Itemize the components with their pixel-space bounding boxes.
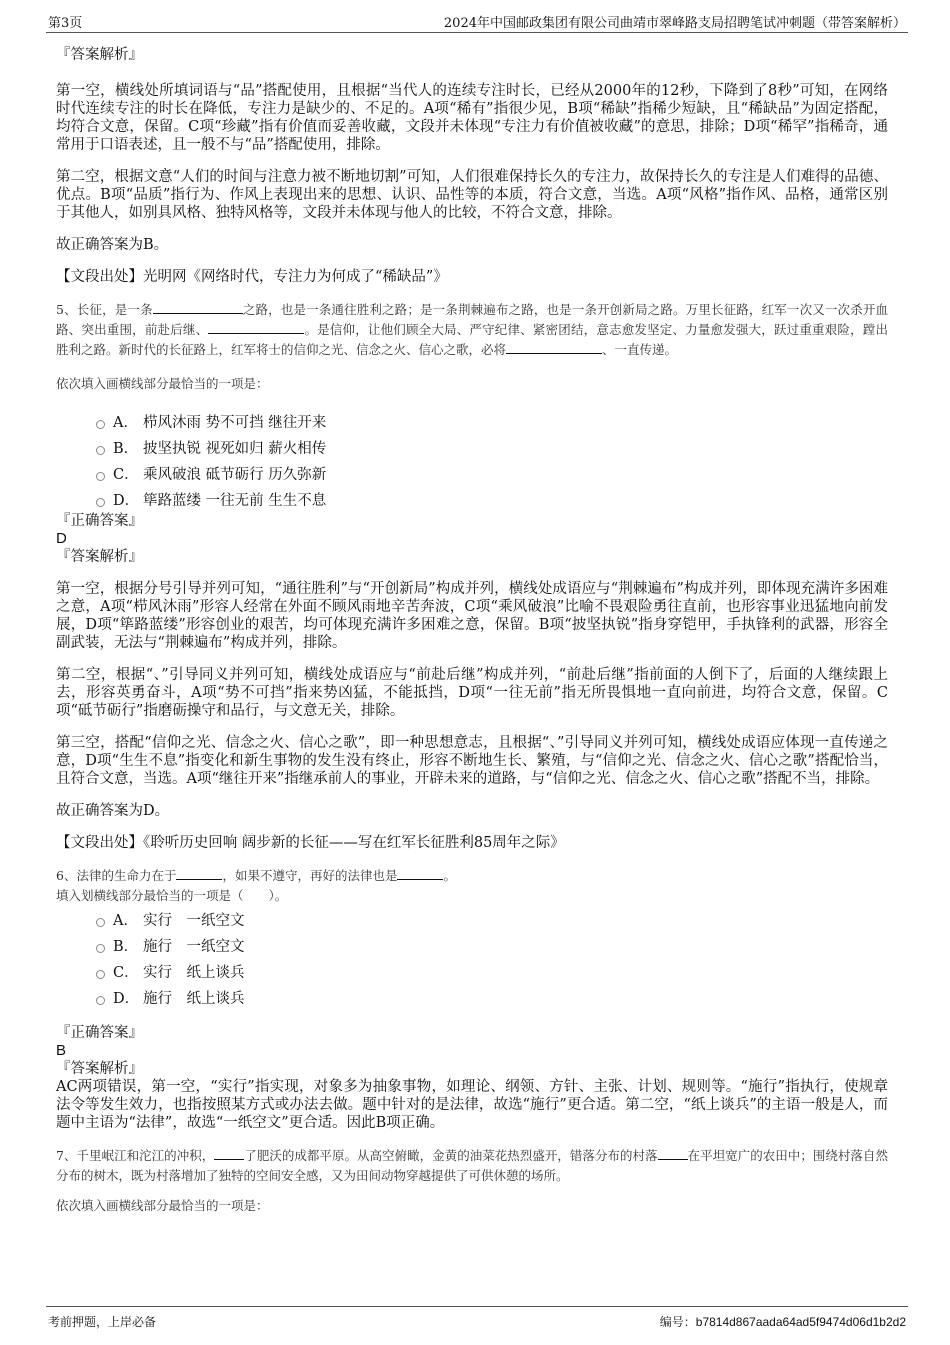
radio-icon[interactable] [96,420,105,429]
blank-2 [658,1147,688,1160]
radio-icon[interactable] [96,472,105,481]
q4-analysis-p2: 第二空，根据文意“人们的时间与注意力被不断地切割”可知，人们很难保持长久的专注力，故保持长久的专注是人们难得的品德、优点。B项“品质”指行为、作风上表现出来的思想、认识、品性等的本质，符合文意，当选。A项“风格”指作风、品格，通常区别于其他人，如别具风格、独特风格等，文段并未体现与他人的比较，不符合文意，排除。 [56,169,888,221]
option-b[interactable]: B． 施行 一纸空文 [96,932,888,958]
document-code: 编号：b7814d867aada64ad5f9474d06d1b2d2 [659,1315,906,1329]
q6-stem: 6、法律的生命力在于 ，如果不遵守，再好的法律也是 。 [56,868,456,883]
q4-analysis-p1: 第一空，横线处所填词语与“品”搭配使用，且根据“当代人的连续专注时长，已经从2000年的12秒，下降到了8秒”可知，在网络时代连续专注的时长在降低，专注力是缺少的、不足的。A项“稀有”指很少见，B项“稀缺”指稀少短缺，且“稀缺品”为固定搭配，均符合文意，保留。C项“珍藏”指有价值而妥善收藏，文段并未体现“专注力有价值被收藏”的意思，排除；D项“稀罕”指稀奇，通常用于口语表述，且一般不与“品”搭配使用，排除。 [56,83,888,153]
q5-analysis-label: 『答案解析』 [56,549,143,565]
radio-icon[interactable] [96,918,105,927]
option-c[interactable]: C． 乘风破浪 砥节砺行 历久弥新 [96,460,888,486]
radio-icon[interactable] [96,498,105,507]
q5-analysis-p3: 第三空，搭配“信仰之光、信念之火、信心之歌”，即一种思想意志，且根据“、”引导同义并列可知，横线处成语应体现一直传递之意，D项“生生不息”指变化和新生事物的发生没有终止，形容不断地生长、繁殖，与“信仰之光、信念之火、信心之歌”搭配恰当，且符合文意，当选。A项“继往开来”指继承前人的事业，开辟未来的道路，与“信仰之光、信念之火、信心之歌”搭配不当，排除。 [56,735,888,787]
blank-2 [397,867,443,880]
q5-options [96,408,888,512]
q7-stem: 7、千里岷江和沱江的冲积， 了肥沃的成都平原。从高空俯瞰，金黄的油菜花热烈盛开，错落分布的村落 在平坦宽广的农田中；围绕村落自然分布的树木，既为村落增加了独特的空间安全感，又为田间动物穿越提供了可供休憩的场所。 [56,1148,888,1183]
page-content [56,46,888,1216]
q5-source: 【文段出处】《聆听历史回响 阔步新的长征——写在红军长征胜利85周年之际》 [56,835,565,851]
q5-stem: 5、长征，是一条 之路，也是一条通往胜利之路；是一条荆棘遍布之路，也是一条开创新局之路。万里长征路，红军一次又一次杀开血路、突出重围，前赴后继、 。是信仰，让他们顾全大局、严守纪律、紧密团结，意志愈发坚定、力量愈发强大，跃过重重艰险，蹚出胜利之路。新时代的长征路上，红军将士的信仰之光、信念之火、信心之歌，必将 、一直传递。 [56,302,888,357]
q6-correct-answer: B [56,1042,67,1059]
blank-3 [506,341,602,354]
q5-prompt: 依次填入画横线部分最恰当的一项是： [56,376,269,391]
option-d[interactable]: D． 施行 纸上谈兵 [96,984,888,1010]
option-a[interactable]: A． 实行 一纸空文 [96,906,888,932]
blank-1 [176,867,222,880]
blank-1 [153,301,243,314]
q6-options [96,906,888,1010]
q4-analysis-label: 『答案解析』 [56,47,143,63]
page-number: 第3页 [48,16,83,31]
q6-prompt: 填入划横线部分最恰当的一项是（ ）。 [56,888,288,903]
q6-analysis-label: 『答案解析』 [56,1061,143,1077]
option-c[interactable]: C． 实行 纸上谈兵 [96,958,888,984]
q5-correct-answer: D [56,530,67,547]
document-title: 2024年中国邮政集团有限公司曲靖市翠峰路支局招聘笔试冲刺题（带答案解析） [443,16,906,31]
q5-correct-label: 『正确答案』 [56,513,143,529]
radio-icon[interactable] [96,996,105,1005]
option-b[interactable]: B． 披坚执锐 视死如归 薪火相传 [96,434,888,460]
q5-analysis-p1: 第一空，根据分号引导并列可知，“通往胜利”与“开创新局”构成并列，横线处成语应与“荆棘遍布”构成并列，即体现充满许多困难之意，A项“栉风沐雨”形容人经常在外面不顾风雨地辛苦奔波，C项“乘风破浪”比喻不畏艰险勇往直前，也形容事业迅猛地向前发展，D项“筚路蓝缕”形容创业的艰苦，均可体现充满许多困难之意，保留。B项“披坚执锐”指身穿铠甲，手执锋利的武器，形容全副武装，无法与“荆棘遍布”构成并列，排除。 [56,581,888,651]
q5-analysis-p2: 第二空，根据“、”引导同义并列可知，横线处成语应与“前赴后继”构成并列，“前赴后继”指前面的人倒下了，后面的人继续跟上去，形容英勇奋斗，A项“势不可挡”指来势凶猛，不能抵挡，D项“一往无前”指无所畏惧地一直向前进，均符合文意，保留。C项“砥节砺行”指磨砺操守和品行，与文意无关，排除。 [56,667,888,719]
blank-1 [214,1147,244,1160]
option-a[interactable]: A． 栉风沐雨 势不可挡 继往开来 [96,408,888,434]
footer-slogan: 考前押题，上岸必备 [48,1315,157,1329]
page-footer [46,1306,908,1331]
q4-conclusion: 故正确答案为B。 [56,237,169,253]
blank-2 [208,321,304,334]
q7-prompt: 依次填入画横线部分最恰当的一项是： [56,1198,269,1213]
page-header [46,10,908,33]
option-d[interactable]: D． 筚路蓝缕 一往无前 生生不息 [96,486,888,512]
q5-conclusion: 故正确答案为D。 [56,803,170,819]
q6-analysis-p1: AC两项错误，第一空，“实行”指实现，对象多为抽象事物，如理论、纲领、方针、主张、计划、规则等。“施行”指执行，使规章法令等发生效力，也指按照某方式或办法去做。题中针对的是法律，故选“施行”更合适。第二空，“纸上谈兵”的主语一般是人，而题中主语为“法律”，故选“一纸空文”更合适。因此B项正确。 [56,1079,888,1131]
radio-icon[interactable] [96,446,105,455]
q6-correct-label: 『正确答案』 [56,1025,143,1041]
radio-icon[interactable] [96,970,105,979]
radio-icon[interactable] [96,944,105,953]
q4-source: 【文段出处】光明网《网络时代，专注力为何成了“稀缺品”》 [56,269,448,285]
